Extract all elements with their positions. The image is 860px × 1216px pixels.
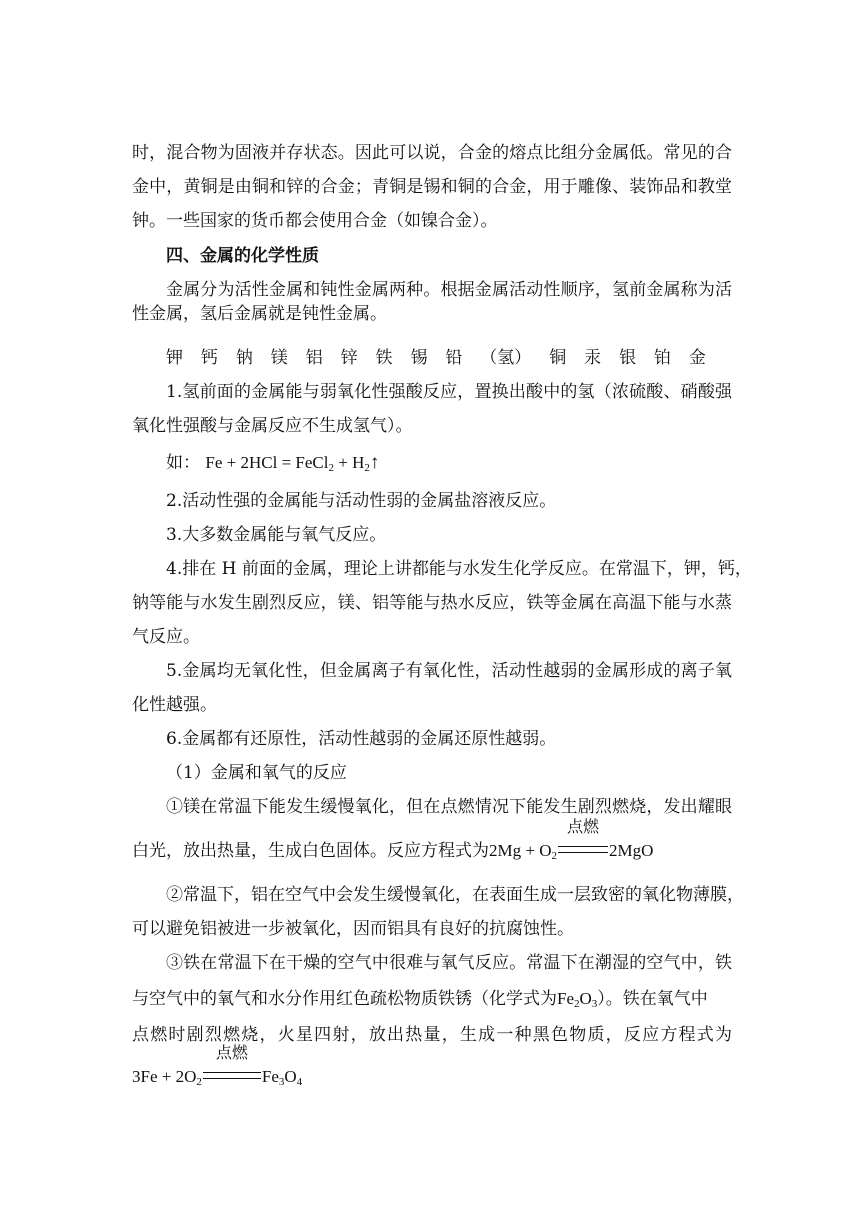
- metal-item: 金: [688, 348, 706, 368]
- paragraph-line: 可以避免铝被进一步被氧化，因而铝具有良好的抗腐蚀性。: [132, 919, 574, 939]
- gas-arrow-icon: ↑: [369, 452, 380, 473]
- paragraph-line: 2.活动性强的金属能与活动性弱的金属盐溶液反应。: [166, 491, 557, 511]
- metal-item: 铅: [445, 348, 463, 368]
- paragraph-line: 金属分为活性金属和钝性金属两种。根据金属活动性顺序，氢前金属称为活: [166, 280, 732, 300]
- rust-formula: $Fe_2O_3$: [557, 989, 598, 1010]
- metal-item: 钾: [166, 348, 183, 368]
- paragraph-line: 金中，黄铜是由铜和锌的合金；青铜是锡和铜的合金，用于雕像、装饰品和教堂: [132, 177, 732, 197]
- metal-item: 钠: [235, 348, 253, 368]
- paragraph-line: 钟。一些国家的货币都会使用合金（如镍合金）。: [132, 211, 498, 231]
- equation-line: [132, 1043, 732, 1088]
- paragraph-line: 化性越强。: [132, 695, 217, 715]
- paragraph-line: 5.金属均无氧化性，但金属离子有氧化性，活动性越弱的金属形成的离子氧: [166, 661, 732, 681]
- metal-item: 汞: [584, 348, 602, 368]
- paragraph-line: 氧化性强酸与金属反应不生成氢气）。: [132, 416, 413, 436]
- metal-item: （氢）: [480, 348, 532, 368]
- metal-item: 锡: [410, 348, 428, 368]
- metal-item: 铁: [375, 348, 393, 368]
- paragraph-line: ①镁在常温下能发生缓慢氧化，但在点燃情况下能发生剧烈燃烧，发出耀眼: [166, 797, 732, 817]
- paragraph-line: 与空气中的氧气和水分作用红色疏松物质铁锈（化学式为$Fe_2O_3$）。铁在氧气中: [132, 989, 708, 1010]
- paragraph-line: ③铁在常温下在干燥的空气中很难与氧气反应。常温下在潮湿的空气中，铁: [166, 953, 732, 973]
- section-heading: 四、金属的化学性质: [166, 246, 319, 266]
- metal-item: 钙: [200, 348, 218, 368]
- paragraph-line: 钠等能与水发生剧烈反应，镁、铝等能与热水反应，铁等金属在高温下能与水蒸: [132, 593, 732, 613]
- equation-prefix: 如：: [166, 453, 200, 473]
- metal-item: 铝: [305, 348, 323, 368]
- paragraph-line: 点燃时剧烈燃烧，火星四射，放出热量，生成一种黑色物质，反应方程式为: [132, 1025, 732, 1045]
- equation-line: 白光，放出热量，生成白色固体。反应方程式为$2Mg + O_2$ 点燃 2MgO: [132, 817, 654, 862]
- equation-mg: $2Mg + O_2$ 点燃 2MgO: [489, 817, 654, 862]
- reaction-condition: 点燃: [203, 1066, 261, 1088]
- metal-item: 银: [619, 348, 637, 368]
- paragraph-line: 时，混合物为固液并存状态。因此可以说，合金的熔点比组分金属低。常见的合: [132, 143, 732, 163]
- reaction-condition: 点燃: [558, 840, 608, 862]
- paragraph-line: 气反应。: [132, 627, 200, 647]
- metal-item: 铂: [653, 348, 671, 368]
- paragraph-line: （1）金属和氧气的反应: [166, 763, 347, 783]
- equation-fe: $3Fe + 2O_2$ 点燃 $Fe_3O_4$: [132, 1043, 303, 1088]
- metal-item: 锌: [340, 348, 358, 368]
- metal-item: 铜: [549, 348, 567, 368]
- metal-activity-series: [166, 347, 706, 369]
- equation-line: [166, 452, 766, 474]
- paragraph-line: ②常温下，铝在空气中会发生缓慢氧化，在表面生成一层致密的氧化物薄膜，: [166, 885, 744, 905]
- paragraph-line: 3.大多数金属能与氧气反应。: [166, 525, 387, 545]
- paragraph-line: 1.氢前面的金属能与弱氧化性强酸反应，置换出酸中的氢（浓硫酸、硝酸强: [166, 382, 732, 402]
- paragraph-line: 4.排在 H 前面的金属，理论上讲都能与水发生化学反应。在常温下，钾，钙，: [166, 559, 752, 579]
- metal-item: 镁: [270, 348, 288, 368]
- equation-hcl: Fe + 2HCl = FeCl$_2$ + $H_2↑$: [205, 452, 380, 474]
- paragraph-line: 6.金属都有还原性，活动性越弱的金属还原性越弱。: [166, 729, 557, 749]
- paragraph-line: 性金属，氢后金属就是钝性金属。: [132, 304, 387, 324]
